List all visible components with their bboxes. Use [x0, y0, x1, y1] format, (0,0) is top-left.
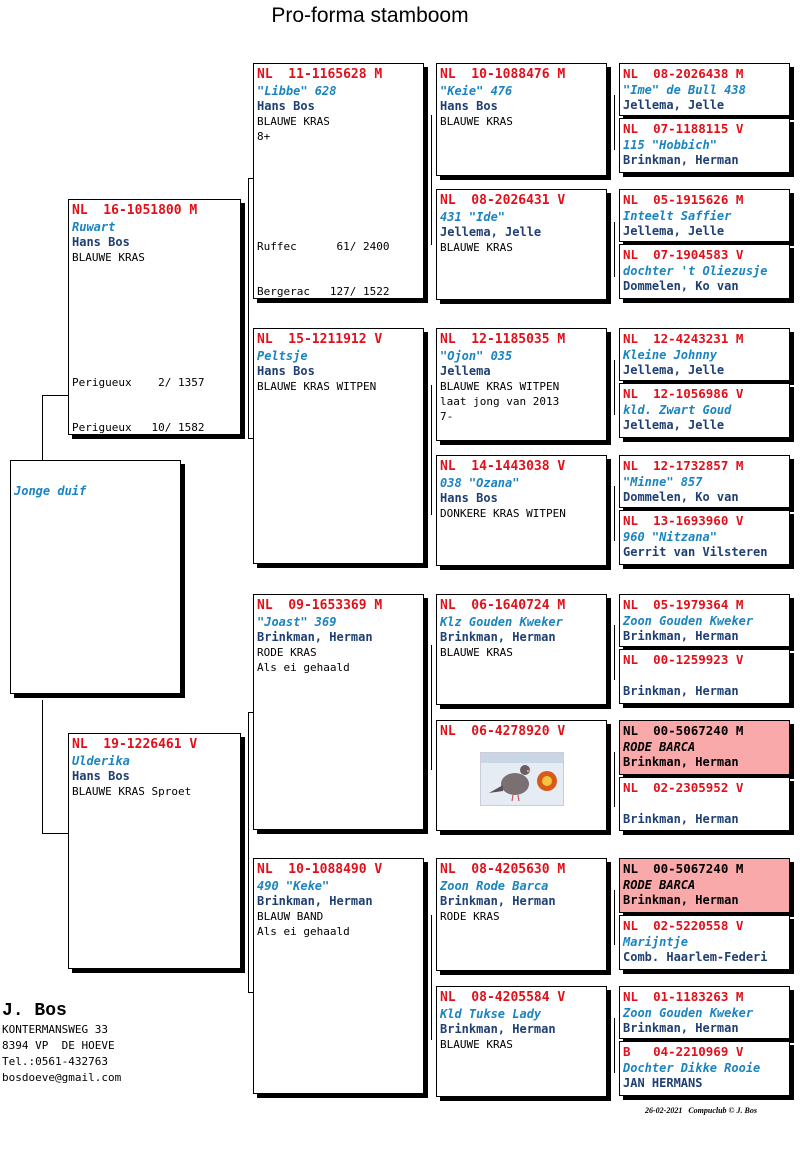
info-line: BLAUWE KRAS [440, 646, 513, 659]
ring-number: NL 08-4205630 M [440, 862, 566, 877]
info-line: BLAUWE KRAS [440, 241, 513, 254]
color-description: BLAUWE KRAS [72, 251, 145, 264]
color-description: BLAUWE KRAS Sproet [72, 785, 192, 798]
ring-number: NL 05-1979364 M [623, 597, 744, 612]
connector-line [42, 395, 69, 396]
connector-line [431, 385, 432, 515]
pigeon-name: Klz Gouden Kweker [440, 615, 563, 629]
ring-number: NL 11-1165628 M [257, 67, 383, 82]
owner-name: Jellema, Jelle [440, 225, 542, 239]
info-line: BLAUW BAND [257, 910, 324, 923]
great-grandparent-card[interactable] [436, 594, 607, 705]
breeder-email[interactable]: bosdoeve@gmail.com [2, 1071, 122, 1084]
ring-number: NL 12-1732857 M [623, 458, 744, 473]
pigeon-name: "Joast" 369 [257, 615, 337, 629]
ring-number: NL 00-1259923 V [623, 652, 744, 667]
connector-line [248, 178, 249, 318]
owner-name: Jellema, Jelle [623, 98, 725, 112]
result-row: Bergerac 127/ 1522 [257, 285, 390, 298]
pigeon-name: Inteelt Saffier [623, 209, 732, 223]
info-line: DONKERE KRAS WITPEN [440, 507, 566, 520]
gen5-card[interactable] [619, 777, 790, 831]
owner-name: Jellema [440, 364, 491, 378]
owner-name: Jellema, Jelle [623, 224, 725, 238]
pigeon-photo-icon[interactable] [480, 752, 564, 806]
ring-number: NL 08-4205584 V [440, 990, 566, 1005]
ring-number: NL 12-4243231 M [623, 331, 744, 346]
info-line: BLAUWE KRAS [257, 115, 330, 128]
pigeon-name: Kleine Johnny [623, 348, 717, 362]
pigeon-name: kld. Zwart Goud [623, 403, 732, 417]
ring-number: NL 01-1183263 M [623, 989, 744, 1004]
info-line: BLAUWE KRAS WITPEN [257, 380, 377, 393]
pigeon-name: Peltsje [257, 349, 308, 363]
pigeon-name: Kld Tukse Lady [440, 1007, 542, 1021]
sire-card[interactable] [68, 199, 241, 435]
results-list [72, 345, 204, 435]
ring-number: NL 14-1443038 V [440, 459, 566, 474]
ring-number: NL 08-2026431 V [440, 193, 566, 208]
breeder-phone: Tel.:0561-432763 [2, 1055, 108, 1068]
info-line: Als ei gehaald [257, 661, 350, 674]
gen5-card[interactable] [619, 1041, 790, 1096]
ring-number: NL 10-1088490 V [257, 862, 383, 877]
footer-credit: 26-02-2021 Compuclub © J. Bos [645, 1106, 757, 1115]
result-row: Perigueux 10/ 1582 [72, 421, 205, 434]
pigeon-name: RODE BARCA [623, 878, 696, 892]
ring-number: NL 00-5067240 M [623, 723, 744, 738]
result-row: Perigueux 2/ 1357 [72, 376, 205, 389]
pigeon-name: dochter 't Oliezusje [623, 264, 768, 278]
gen5-card[interactable] [619, 383, 790, 438]
great-grandparent-card[interactable] [436, 63, 607, 176]
owner-name: Dommelen, Ko van [623, 279, 739, 293]
info-line: BLAUWE KRAS WITPEN [440, 380, 560, 393]
pigeon-name: Zoon Gouden Kweker [623, 1006, 754, 1020]
pigeon-name: RODE BARCA [623, 740, 696, 754]
owner-name: Hans Bos [257, 364, 315, 378]
owner-name: Hans Bos [440, 99, 498, 113]
info-line: RODE KRAS [257, 646, 317, 659]
connector-line [614, 95, 615, 150]
pigeon-name: 960 "Nitzana" [623, 530, 717, 544]
great-grandparent-card[interactable] [436, 455, 607, 566]
pigeon-name: Zoon Gouden Kweker [623, 614, 754, 628]
breeder-info [2, 1000, 121, 1086]
connector-line [248, 852, 249, 992]
subject-name: Jonge duif [14, 484, 87, 498]
ring-number: NL 10-1088476 M [440, 67, 566, 82]
breeder-name: J. Bos [2, 1001, 67, 1021]
pigeon-name: 038 "Ozana" [440, 476, 520, 490]
pigeon-name: Zoon Rode Barca [440, 879, 549, 893]
owner-name: Brinkman, Herman [440, 630, 556, 644]
breeder-address: KONTERMANSWEG 33 [2, 1023, 108, 1036]
pigeon-name: Ulderika [72, 754, 130, 768]
connector-line [614, 360, 615, 415]
ring-number: NL 12-1185035 M [440, 332, 566, 347]
pigeon-name: "Libbe" 628 [257, 84, 337, 98]
owner-name: Hans Bos [72, 235, 130, 249]
ring-number: NL 06-1640724 M [440, 598, 566, 613]
connector-line [248, 318, 249, 438]
connector-line [248, 712, 249, 852]
dam-card[interactable] [68, 733, 241, 969]
ring-number: NL 00-5067240 M [623, 861, 744, 876]
info-line: Als ei gehaald [257, 925, 350, 938]
ring-number: NL 07-1188115 V [623, 121, 744, 136]
connector-line [614, 1018, 615, 1073]
gen5-card[interactable] [619, 455, 790, 508]
great-grandparent-card[interactable] [436, 986, 607, 1097]
ring-number: NL 07-1904583 V [623, 247, 744, 262]
connector-line [614, 890, 615, 945]
result-row: Ruffec 61/ 2400 [257, 240, 390, 253]
pigeon-name: Dochter Dikke Rooie [623, 1061, 761, 1075]
owner-name: Brinkman, Herman [623, 812, 739, 826]
connector-line [614, 486, 615, 541]
owner-name: Jellema, Jelle [623, 363, 725, 377]
great-grandparent-card[interactable] [436, 720, 607, 831]
ring-number: NL 02-2305952 V [623, 780, 744, 795]
info-line: 7- [440, 410, 454, 423]
owner-name: Hans Bos [440, 491, 498, 505]
owner-name: Brinkman, Herman [440, 894, 556, 908]
info-line: RODE KRAS [440, 910, 500, 923]
ring-number: NL 08-2026438 M [623, 66, 744, 81]
connector-line [614, 222, 615, 277]
pigeon-name: "Ojon" 035 [440, 349, 513, 363]
gen5-card[interactable] [619, 63, 790, 116]
great-grandparent-card[interactable] [436, 189, 607, 300]
gen5-card-highlighted[interactable] [619, 858, 790, 913]
ring-number: NL 15-1211912 V [257, 332, 383, 347]
granddam-card[interactable] [253, 858, 424, 1094]
gen5-card[interactable] [619, 649, 790, 704]
owner-name: Jellema, Jelle [623, 418, 725, 432]
pigeon-name: 431 "Ide" [440, 210, 506, 224]
owner-name: Dommelen, Ko van [623, 490, 739, 504]
info-line: BLAUWE KRAS [440, 1038, 513, 1051]
owner-name: Brinkman, Herman [257, 894, 373, 908]
connector-line [431, 915, 432, 1040]
owner-name: Brinkman, Herman [440, 1022, 556, 1036]
gen5-card[interactable] [619, 594, 790, 647]
results-list [257, 209, 389, 299]
grandsire-card[interactable] [253, 594, 424, 830]
info-line: BLAUWE KRAS [440, 115, 513, 128]
owner-name: Brinkman, Herman [623, 153, 739, 167]
owner-name: Brinkman, Herman [623, 1021, 739, 1035]
connector-line [42, 833, 69, 834]
pigeon-name: "Keie" 476 [440, 84, 513, 98]
gen5-card[interactable] [619, 118, 790, 173]
ring-number: NL 16-1051800 M [72, 203, 198, 218]
subject-card[interactable] [10, 460, 181, 694]
pigeon-name: Ruwart [72, 220, 116, 234]
owner-name: Gerrit van Vilsteren [623, 545, 768, 559]
owner-name: JAN HERMANS [623, 1076, 703, 1090]
pigeon-name: Marijntje [623, 935, 689, 949]
great-grandparent-card[interactable] [436, 328, 607, 441]
gen5-card[interactable] [619, 915, 790, 970]
gen5-card[interactable] [619, 986, 790, 1039]
page-title: Pro-forma stamboom [271, 4, 469, 27]
pigeon-name [623, 796, 786, 812]
grandsire-card[interactable] [253, 63, 424, 299]
pigeon-name: "Minne" 857 [623, 475, 703, 489]
gen5-card[interactable] [619, 328, 790, 381]
connector-line [431, 645, 432, 770]
gen5-card-highlighted[interactable] [619, 720, 790, 775]
ring-number: NL 12-1056986 V [623, 386, 744, 401]
gen5-card[interactable] [619, 510, 790, 565]
granddam-card[interactable] [253, 328, 424, 564]
great-grandparent-card[interactable] [436, 858, 607, 971]
owner-name: Brinkman, Herman [623, 684, 739, 698]
pigeon-name [623, 668, 786, 684]
ring-number: B 04-2210969 V [623, 1044, 744, 1059]
gen5-card[interactable] [619, 244, 790, 299]
breeder-postcode: 8394 VP DE HOEVE [2, 1039, 115, 1052]
connector-line [42, 700, 43, 833]
ring-number: NL 06-4278920 V [440, 724, 566, 739]
connector-line [614, 752, 615, 807]
ring-number: NL 13-1693960 V [623, 513, 744, 528]
ring-number: NL 02-5220558 V [623, 918, 744, 933]
pigeon-name: 490 "Keke" [257, 879, 330, 893]
connector-line [614, 625, 615, 680]
pigeon-name: 115 "Hobbich" [623, 138, 717, 152]
gen5-card[interactable] [619, 189, 790, 242]
owner-name: Comb. Haarlem-Federi [623, 950, 768, 964]
pigeon-name: "Ime" de Bull 438 [623, 83, 746, 97]
info-line: 8+ [257, 130, 271, 143]
owner-name: Brinkman, Herman [623, 629, 739, 643]
connector-line [431, 115, 432, 245]
ring-number: NL 05-1915626 M [623, 192, 744, 207]
owner-name: Hans Bos [72, 769, 130, 783]
owner-name: Brinkman, Herman [257, 630, 373, 644]
owner-name: Brinkman, Herman [623, 755, 739, 769]
ring-number: NL 09-1653369 M [257, 598, 383, 613]
connector-line [42, 395, 43, 460]
ring-number: NL 19-1226461 V [72, 737, 198, 752]
owner-name: Hans Bos [257, 99, 315, 113]
info-line: laat jong van 2013 [440, 395, 560, 408]
owner-name: Brinkman, Herman [623, 893, 739, 907]
